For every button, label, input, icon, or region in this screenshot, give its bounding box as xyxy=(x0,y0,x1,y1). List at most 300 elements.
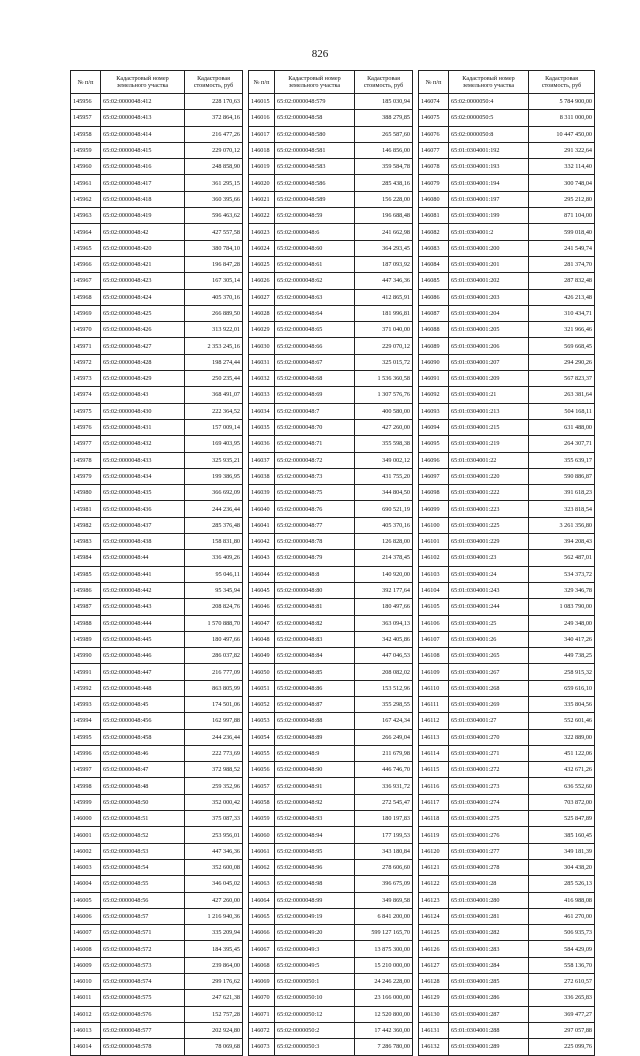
row-number: 146054 xyxy=(249,729,275,745)
row-number: 146051 xyxy=(249,680,275,696)
cadastral-value: 584 429,09 xyxy=(529,941,595,957)
page-number: 826 xyxy=(311,48,329,60)
row-number: 145961 xyxy=(71,175,101,191)
row-number: 146039 xyxy=(249,485,275,501)
table-row xyxy=(71,990,243,1006)
row-number: 146076 xyxy=(419,126,449,142)
row-number: 146026 xyxy=(249,273,275,289)
row-number: 146101 xyxy=(419,534,449,550)
row-number: 146098 xyxy=(419,485,449,501)
row-number: 145979 xyxy=(71,468,101,484)
row-number: 146002 xyxy=(71,843,101,859)
table-row xyxy=(71,208,243,224)
cadastral-value: 198 274,44 xyxy=(185,354,243,370)
table-row xyxy=(71,371,243,387)
row-number: 146117 xyxy=(419,794,449,810)
row-number: 146003 xyxy=(71,859,101,875)
row-number: 146015 xyxy=(249,94,275,110)
cadastral-value: 871 104,00 xyxy=(529,208,595,224)
header-cadastral: Кадастровый номер земельного участка xyxy=(101,71,185,94)
cadastral-value: 211 679,98 xyxy=(355,745,413,761)
row-number: 146075 xyxy=(419,110,449,126)
table-row xyxy=(249,892,413,908)
cadastral-value: 372 864,16 xyxy=(185,110,243,126)
cadastral-number: 65:02:0000049:5 xyxy=(275,957,355,973)
cadastral-number: 65:02:0000050:10 xyxy=(275,990,355,1006)
cadastral-value: 342 405,86 xyxy=(355,631,413,647)
cadastral-value: 322 889,00 xyxy=(529,729,595,745)
cadastral-value: 369 477,27 xyxy=(529,1006,595,1022)
cadastral-number: 65:01:0304001:26 xyxy=(449,631,529,647)
row-number: 146062 xyxy=(249,859,275,875)
cadastral-value: 300 748,04 xyxy=(529,175,595,191)
cadastral-value: 446 746,70 xyxy=(355,762,413,778)
cadastral-value: 552 601,46 xyxy=(529,713,595,729)
table-row xyxy=(249,925,413,941)
cadastral-value: 216 777,09 xyxy=(185,664,243,680)
cadastral-number: 65:02:0000048:85 xyxy=(275,664,355,680)
cadastral-number: 65:02:0000048:441 xyxy=(101,566,185,582)
table-row xyxy=(419,1039,595,1055)
cadastral-number: 65:02:0000050:3 xyxy=(275,1039,355,1055)
cadastral-value: 3 261 356,80 xyxy=(529,517,595,533)
cadastral-number: 65:02:0000048:80 xyxy=(275,582,355,598)
row-number: 146016 xyxy=(249,110,275,126)
cadastral-value: 352 000,42 xyxy=(185,794,243,810)
table-row xyxy=(419,876,595,892)
table-row xyxy=(71,273,243,289)
table-row xyxy=(249,729,413,745)
row-number: 146014 xyxy=(71,1039,101,1055)
table-row xyxy=(419,762,595,778)
row-number: 146064 xyxy=(249,892,275,908)
table-row xyxy=(71,354,243,370)
row-number: 146011 xyxy=(71,990,101,1006)
cadastral-value: 349 181,39 xyxy=(529,843,595,859)
cadastral-number: 65:01:0304001:225 xyxy=(449,517,529,533)
cadastral-value: 1 570 888,70 xyxy=(185,615,243,631)
row-number: 146111 xyxy=(419,696,449,712)
cadastral-value: 329 346,78 xyxy=(529,582,595,598)
cadastral-value: 177 199,53 xyxy=(355,827,413,843)
cadastral-number: 65:02:0000048:435 xyxy=(101,485,185,501)
table-row xyxy=(249,452,413,468)
row-number: 146086 xyxy=(419,289,449,305)
cadastral-value: 146 856,00 xyxy=(355,142,413,158)
row-number: 146119 xyxy=(419,827,449,843)
row-number: 146078 xyxy=(419,159,449,175)
cadastral-value: 355 298,55 xyxy=(355,696,413,712)
row-number: 146131 xyxy=(419,1022,449,1038)
table-row xyxy=(249,843,413,859)
row-number: 146040 xyxy=(249,501,275,517)
cadastral-value: 1 083 790,00 xyxy=(529,599,595,615)
row-number: 146042 xyxy=(249,534,275,550)
cadastral-value: 250 235,44 xyxy=(185,371,243,387)
cadastral-value: 23 166 000,00 xyxy=(355,990,413,1006)
row-number: 146050 xyxy=(249,664,275,680)
cadastral-number: 65:02:0000048:87 xyxy=(275,696,355,712)
cadastral-value: 325 935,21 xyxy=(185,452,243,468)
table-row xyxy=(249,289,413,305)
row-number: 146123 xyxy=(419,892,449,908)
row-number: 146027 xyxy=(249,289,275,305)
row-number: 145960 xyxy=(71,159,101,175)
row-number: 146009 xyxy=(71,957,101,973)
cadastral-number: 65:01:0304001:265 xyxy=(449,648,529,664)
cadastral-number: 65:01:0304001:199 xyxy=(449,208,529,224)
cadastral-value: 506 935,73 xyxy=(529,925,595,941)
table-row xyxy=(71,941,243,957)
table-row xyxy=(249,745,413,761)
row-number: 146057 xyxy=(249,778,275,794)
table-row xyxy=(249,1039,413,1055)
cadastral-number: 65:01:0304001:280 xyxy=(449,892,529,908)
row-number: 146132 xyxy=(419,1039,449,1055)
table-row xyxy=(419,631,595,647)
cadastral-number: 65:02:0000048:95 xyxy=(275,843,355,859)
table-row xyxy=(419,680,595,696)
cadastral-value: 336 931,72 xyxy=(355,778,413,794)
row-number: 145992 xyxy=(71,680,101,696)
table-row xyxy=(71,745,243,761)
table-row xyxy=(249,696,413,712)
row-number: 146073 xyxy=(249,1039,275,1055)
row-number: 146024 xyxy=(249,240,275,256)
cadastral-value: 15 210 000,00 xyxy=(355,957,413,973)
cadastral-value: 291 322,64 xyxy=(529,142,595,158)
table-row xyxy=(249,1022,413,1038)
table-row xyxy=(249,680,413,696)
row-number: 146080 xyxy=(419,191,449,207)
cadastral-number: 65:02:0000048:580 xyxy=(275,126,355,142)
cadastral-number: 65:01:0304001:202 xyxy=(449,273,529,289)
cadastral-number: 65:02:0000048:430 xyxy=(101,403,185,419)
row-number: 145981 xyxy=(71,501,101,517)
cadastral-number: 65:02:0000048:577 xyxy=(101,1022,185,1038)
row-number: 146113 xyxy=(419,729,449,745)
cadastral-value: 372 988,52 xyxy=(185,762,243,778)
cadastral-value: 180 197,83 xyxy=(355,811,413,827)
table-row xyxy=(71,485,243,501)
table-row xyxy=(249,1006,413,1022)
table-row xyxy=(419,354,595,370)
row-number: 146004 xyxy=(71,876,101,892)
row-number: 146047 xyxy=(249,615,275,631)
row-number: 146091 xyxy=(419,371,449,387)
table-row xyxy=(71,582,243,598)
row-number: 146049 xyxy=(249,648,275,664)
cadastral-number: 65:01:0304001:22 xyxy=(449,452,529,468)
cadastral-value: 340 417,26 xyxy=(529,631,595,647)
table-row xyxy=(249,631,413,647)
row-number: 145977 xyxy=(71,436,101,452)
cadastral-value: 310 434,71 xyxy=(529,305,595,321)
cadastral-number: 65:02:0000048:84 xyxy=(275,648,355,664)
cadastral-number: 65:02:0000048:56 xyxy=(101,892,185,908)
row-number: 146085 xyxy=(419,273,449,289)
cadastral-number: 65:01:0304001:192 xyxy=(449,142,529,158)
row-number: 146061 xyxy=(249,843,275,859)
cadastral-value: 346 045,02 xyxy=(185,876,243,892)
cadastral-number: 65:02:0000048:82 xyxy=(275,615,355,631)
cadastral-value: 349 002,12 xyxy=(355,452,413,468)
cadastral-value: 229 070,12 xyxy=(185,142,243,158)
table-row xyxy=(419,859,595,875)
table-row xyxy=(71,289,243,305)
row-number: 146053 xyxy=(249,713,275,729)
cadastral-value: 690 521,19 xyxy=(355,501,413,517)
table-row xyxy=(419,1022,595,1038)
table-row xyxy=(249,419,413,435)
table-row xyxy=(419,827,595,843)
row-number: 146033 xyxy=(249,387,275,403)
row-number: 145985 xyxy=(71,566,101,582)
cadastral-number: 65:01:0304001:205 xyxy=(449,322,529,338)
table-row xyxy=(419,811,595,827)
table-row xyxy=(249,436,413,452)
cadastral-value: 567 823,37 xyxy=(529,371,595,387)
table-row xyxy=(419,419,595,435)
header-row xyxy=(419,71,595,94)
cadastral-number: 65:02:0000048:58 xyxy=(275,110,355,126)
table-row xyxy=(71,468,243,484)
table-row xyxy=(419,159,595,175)
cadastral-value: 590 886,87 xyxy=(529,468,595,484)
cadastral-number: 65:01:0304001:213 xyxy=(449,403,529,419)
cadastral-number: 65:02:0000048:98 xyxy=(275,876,355,892)
table-row xyxy=(71,419,243,435)
row-number: 146028 xyxy=(249,305,275,321)
row-number: 145967 xyxy=(71,273,101,289)
cadastral-value: 388 279,85 xyxy=(355,110,413,126)
registry-table-3 xyxy=(418,70,595,1056)
table-row xyxy=(249,534,413,550)
row-number: 146065 xyxy=(249,908,275,924)
cadastral-value: 352 600,08 xyxy=(185,859,243,875)
cadastral-value: 323 818,54 xyxy=(529,501,595,517)
table-row xyxy=(419,142,595,158)
row-number: 146096 xyxy=(419,452,449,468)
row-number: 146112 xyxy=(419,713,449,729)
table-row xyxy=(71,305,243,321)
cadastral-value: 181 996,81 xyxy=(355,305,413,321)
cadastral-value: 244 236,44 xyxy=(185,501,243,517)
table-row xyxy=(249,224,413,240)
row-number: 145972 xyxy=(71,354,101,370)
cadastral-number: 65:01:0304001:220 xyxy=(449,468,529,484)
cadastral-number: 65:02:0000048:63 xyxy=(275,289,355,305)
cadastral-number: 65:02:0000050:12 xyxy=(275,1006,355,1022)
table-row xyxy=(71,191,243,207)
cadastral-value: 5 784 900,00 xyxy=(529,94,595,110)
header-num: № п/п xyxy=(71,71,101,94)
cadastral-value: 78 069,68 xyxy=(185,1039,243,1055)
cadastral-value: 126 828,00 xyxy=(355,534,413,550)
cadastral-value: 17 442 360,00 xyxy=(355,1022,413,1038)
table-row xyxy=(419,745,595,761)
cadastral-number: 65:02:0000048:86 xyxy=(275,680,355,696)
cadastral-number: 65:02:0000048:47 xyxy=(101,762,185,778)
row-number: 146018 xyxy=(249,142,275,158)
cadastral-value: 355 598,38 xyxy=(355,436,413,452)
cadastral-number: 65:02:0000048:445 xyxy=(101,631,185,647)
cadastral-value: 380 784,10 xyxy=(185,240,243,256)
header-num: № п/п xyxy=(419,71,449,94)
cadastral-number: 65:02:0000048:73 xyxy=(275,468,355,484)
cadastral-value: 392 177,64 xyxy=(355,582,413,598)
row-number: 146079 xyxy=(419,175,449,191)
cadastral-number: 65:02:0000048:70 xyxy=(275,419,355,435)
row-number: 146118 xyxy=(419,811,449,827)
cadastral-number: 65:02:0000048:426 xyxy=(101,322,185,338)
row-number: 146115 xyxy=(419,762,449,778)
table-row xyxy=(249,762,413,778)
cadastral-number: 65:01:0304001:2 xyxy=(449,224,529,240)
table-row xyxy=(419,224,595,240)
row-number: 146023 xyxy=(249,224,275,240)
table-row xyxy=(71,811,243,827)
cadastral-number: 65:02:0000048:59 xyxy=(275,208,355,224)
row-number: 145966 xyxy=(71,256,101,272)
row-number: 146044 xyxy=(249,566,275,582)
row-number: 146072 xyxy=(249,1022,275,1038)
table-row xyxy=(71,403,243,419)
cadastral-value: 364 293,45 xyxy=(355,240,413,256)
table-row xyxy=(419,240,595,256)
cadastral-number: 65:02:0000048:89 xyxy=(275,729,355,745)
cadastral-value: 8 311 000,00 xyxy=(529,110,595,126)
cadastral-value: 10 447 450,00 xyxy=(529,126,595,142)
table-row xyxy=(419,110,595,126)
row-number: 146120 xyxy=(419,843,449,859)
cadastral-value: 427 260,00 xyxy=(355,419,413,435)
cadastral-value: 325 015,72 xyxy=(355,354,413,370)
row-number: 146055 xyxy=(249,745,275,761)
cadastral-number: 65:01:0304001:268 xyxy=(449,680,529,696)
cadastral-value: 447 046,53 xyxy=(355,648,413,664)
row-number: 146066 xyxy=(249,925,275,941)
cadastral-value: 405 370,16 xyxy=(355,517,413,533)
table-row xyxy=(419,273,595,289)
row-number: 146103 xyxy=(419,566,449,582)
row-number: 145969 xyxy=(71,305,101,321)
cadastral-value: 449 738,25 xyxy=(529,648,595,664)
cadastral-value: 214 378,45 xyxy=(355,550,413,566)
table-row xyxy=(71,876,243,892)
cadastral-value: 266 249,04 xyxy=(355,729,413,745)
cadastral-number: 65:02:0000048:578 xyxy=(101,1039,185,1055)
table-row xyxy=(71,908,243,924)
table-row xyxy=(71,501,243,517)
cadastral-number: 65:01:0304001:27 xyxy=(449,713,529,729)
cadastral-value: 412 865,91 xyxy=(355,289,413,305)
cadastral-value: 569 668,45 xyxy=(529,338,595,354)
row-number: 146105 xyxy=(419,599,449,615)
table-row xyxy=(419,191,595,207)
cadastral-number: 65:02:0000048:78 xyxy=(275,534,355,550)
cadastral-value: 180 497,66 xyxy=(185,631,243,647)
row-number: 145958 xyxy=(71,126,101,142)
table-row xyxy=(249,908,413,924)
table-row xyxy=(419,289,595,305)
cadastral-value: 239 864,00 xyxy=(185,957,243,973)
row-number: 146116 xyxy=(419,778,449,794)
row-number: 146107 xyxy=(419,631,449,647)
table-row xyxy=(249,142,413,158)
row-number: 146106 xyxy=(419,615,449,631)
cadastral-number: 65:01:0304001:288 xyxy=(449,1022,529,1038)
row-number: 146100 xyxy=(419,517,449,533)
cadastral-number: 65:01:0304001:281 xyxy=(449,908,529,924)
row-number: 146012 xyxy=(71,1006,101,1022)
table-row xyxy=(419,534,595,550)
cadastral-value: 158 831,80 xyxy=(185,534,243,550)
cadastral-value: 248 858,90 xyxy=(185,159,243,175)
table-row xyxy=(419,892,595,908)
cadastral-number: 65:01:0304001:284 xyxy=(449,957,529,973)
table-row xyxy=(249,990,413,1006)
table-row xyxy=(419,322,595,338)
table-row xyxy=(249,778,413,794)
cadastral-number: 65:02:0000048:99 xyxy=(275,892,355,908)
table-row xyxy=(419,925,595,941)
table-row xyxy=(249,273,413,289)
cadastral-number: 65:02:0000048:579 xyxy=(275,94,355,110)
cadastral-value: 659 616,10 xyxy=(529,680,595,696)
table-row xyxy=(249,240,413,256)
cadastral-value: 366 692,09 xyxy=(185,485,243,501)
cadastral-number: 65:02:0000048:91 xyxy=(275,778,355,794)
cadastral-number: 65:02:0000048:413 xyxy=(101,110,185,126)
table-row xyxy=(71,436,243,452)
cadastral-number: 65:02:0000048:88 xyxy=(275,713,355,729)
cadastral-number: 65:01:0304001:203 xyxy=(449,289,529,305)
table-row xyxy=(419,974,595,990)
cadastral-value: 278 606,60 xyxy=(355,859,413,875)
table-row xyxy=(71,925,243,941)
row-number: 146034 xyxy=(249,403,275,419)
header-value: Кадастровая стоимость, руб xyxy=(355,71,413,94)
header-num: № п/п xyxy=(249,71,275,94)
row-number: 146094 xyxy=(419,419,449,435)
cadastral-value: 562 487,01 xyxy=(529,550,595,566)
cadastral-number: 65:01:0304001:278 xyxy=(449,859,529,875)
table-row xyxy=(249,191,413,207)
table-row xyxy=(71,159,243,175)
cadastral-number: 65:02:0000050:1 xyxy=(275,974,355,990)
table-row xyxy=(249,159,413,175)
table-row xyxy=(419,175,595,191)
table-row xyxy=(419,794,595,810)
cadastral-value: 359 584,78 xyxy=(355,159,413,175)
header-row xyxy=(71,71,243,94)
table-row xyxy=(249,664,413,680)
row-number: 145987 xyxy=(71,599,101,615)
row-number: 146025 xyxy=(249,256,275,272)
row-number: 146019 xyxy=(249,159,275,175)
row-number: 146089 xyxy=(419,338,449,354)
row-number: 146074 xyxy=(419,94,449,110)
row-number: 146067 xyxy=(249,941,275,957)
row-number: 146108 xyxy=(419,648,449,664)
cadastral-value: 336 409,26 xyxy=(185,550,243,566)
cadastral-number: 65:01:0304001:215 xyxy=(449,419,529,435)
cadastral-value: 13 875 300,00 xyxy=(355,941,413,957)
row-number: 146029 xyxy=(249,322,275,338)
cadastral-value: 1 536 360,58 xyxy=(355,371,413,387)
cadastral-number: 65:02:0000048:53 xyxy=(101,843,185,859)
